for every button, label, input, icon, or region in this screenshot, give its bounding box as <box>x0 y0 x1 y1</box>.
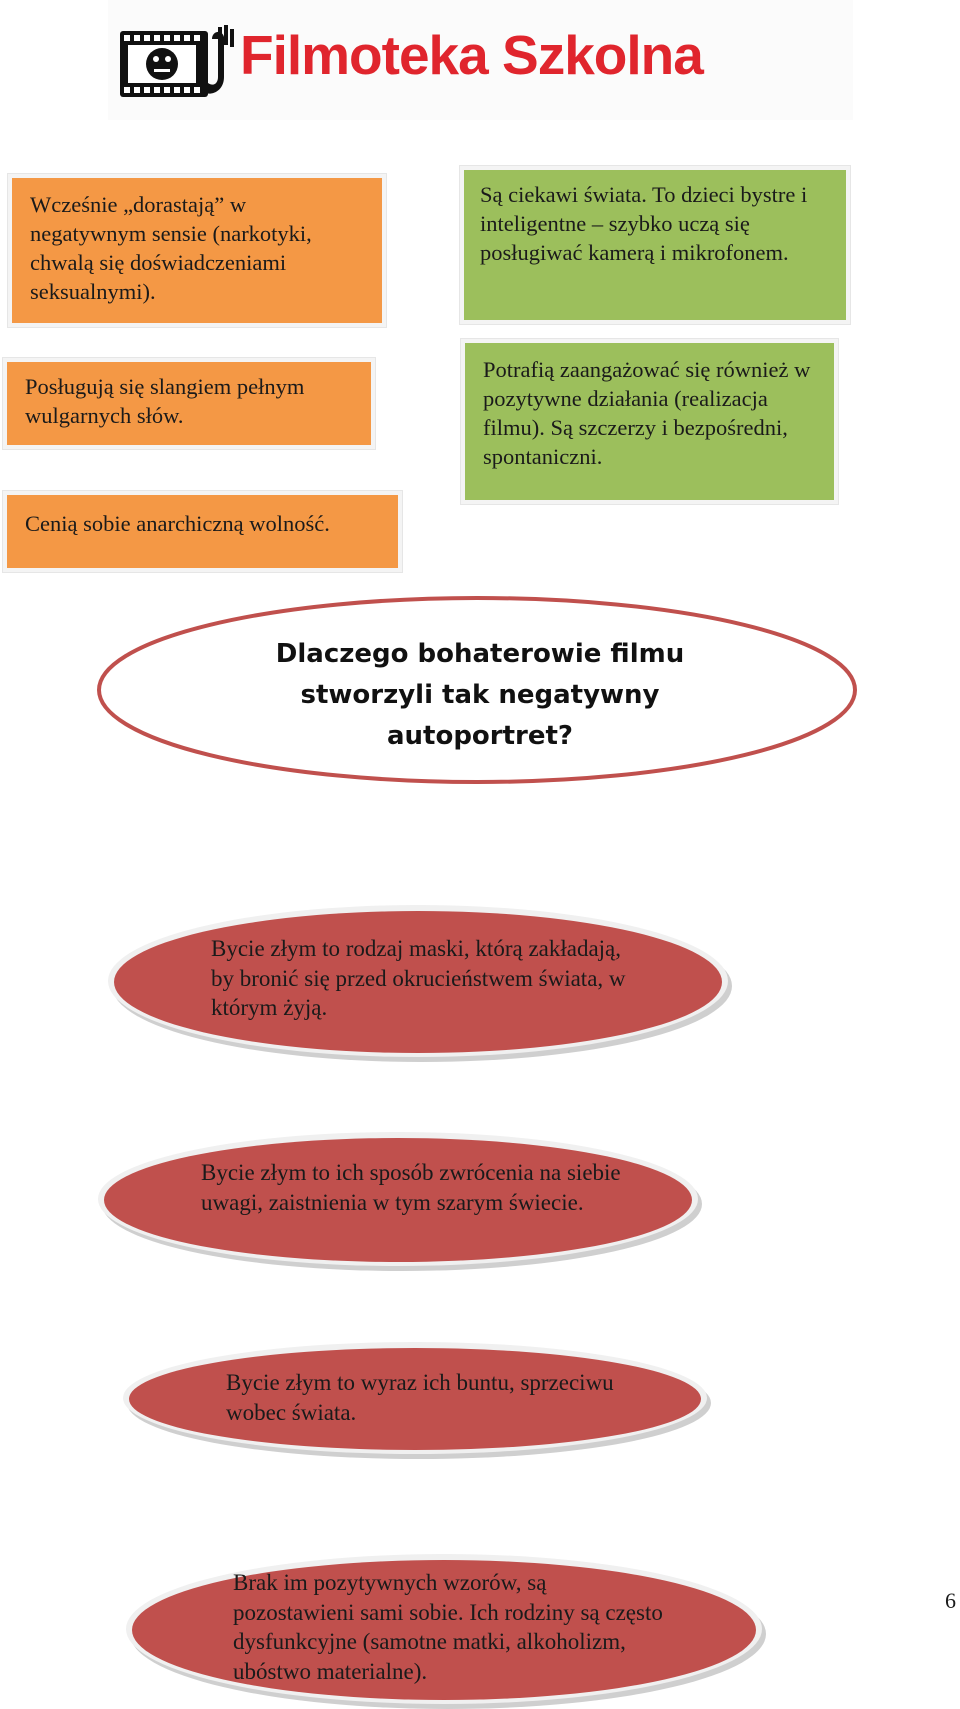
negative-trait-box-anarchy: Cenią sobie anarchiczną wolność. <box>3 491 402 572</box>
positive-trait-box-curiosity: Są ciekawi świata. To dzieci bystre i inteligentne – szybko uczą się posługiwać kamerą i mikrofonem. <box>460 166 850 324</box>
central-question: Dlaczego bohaterowie filmu stworzyli tak negatywny autoportret? <box>275 639 685 751</box>
page-number: 6 <box>945 1588 956 1613</box>
negative-trait-box-slang: Posługują się slangiem pełnym wulgarnych słów. <box>3 358 375 449</box>
positive-trait-box-engagement: Potrafią zaangażować się również w pozytywne działania (realizacja filmu). Są szczerzy i bezpośredni, spontaniczni. <box>461 339 838 504</box>
answer-text-role-models: Brak im pozytywnych wzorów, są pozostawieni sami sobie. Ich rodziny są często dysfunkcyjne (samotne matki, alkoholizm, ubóstwo materialne). <box>233 1570 663 1684</box>
answer-text-attention: Bycie złym to ich sposób zwrócenia na siebie uwagi, zaistnienia w tym szarym świecie. <box>201 1160 621 1215</box>
logo-wordmark: Filmoteka Szkolna <box>240 24 703 86</box>
negative-trait-box-early-maturity: Wcześnie „dorastają” w negatywnym sensie (narkotyki, chwalą się doświadczeniami seksualnymi). <box>8 174 386 327</box>
film-camera-logo-icon <box>118 25 236 101</box>
answer-text-rebellion: Bycie złym to wyraz ich buntu, sprzeciwu wobec świata. <box>226 1370 614 1425</box>
answer-text-mask: Bycie złym to rodzaj maski, którą zakładają, by bronić się przed okrucieństwem świata, w którym żyją. <box>211 936 626 1020</box>
